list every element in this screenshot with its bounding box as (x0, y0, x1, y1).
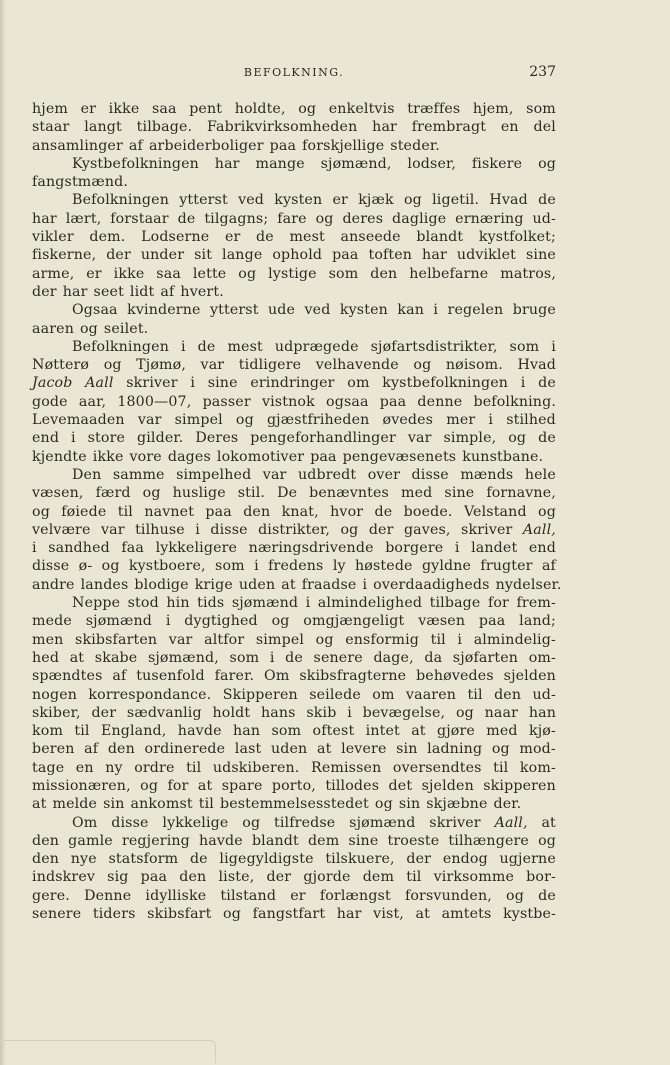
text-line: spændtes af tusenfold farer. Om skibsfragterne behøvedes sjelden (32, 668, 556, 685)
text-line: Neppe stod hin tids sjømænd i almindelighed tilbage for frem- (72, 595, 556, 612)
text-line: mede sjømænd i dygtighed og omgjængeligt væsen paa land; (32, 613, 556, 630)
text-line: vikler dem. Lodserne er de mest anseede blandt kystfolket; (32, 229, 556, 246)
text-line: den gamle regjering havde blandt dem sine troeste tilhængere og (32, 832, 556, 849)
text-line: Den samme simpelhed var udbredt over disse mænds hele (72, 466, 556, 483)
text-line: disse ø- og kystboere, som i fredens ly høstede gyldne frugter af (32, 558, 556, 575)
text-line: hjem er ikke saa pent holdte, og enkeltvis træffes hjem, som (32, 101, 556, 117)
text-line: andre landes blodige krige uden at fraadse i overdaadigheds nydelser. (32, 576, 562, 593)
body-text (32, 100, 562, 923)
text-line: ansamlinger af arbeiderboliger paa forskjellige steder. (32, 137, 440, 154)
text-line: fangstmænd. (32, 174, 129, 191)
text-line: gere. Denne idylliske tilstand er forlængst forsvunden, og de (32, 887, 556, 904)
text-line: Nøtterø og Tjømø, var tidligere velhavende og nøisom. Hvad (32, 357, 556, 374)
text-line: Kystbefolkningen har mange sjømænd, lodser, fiskere og (72, 155, 556, 172)
text-line: har lært, forstaar de tilgagns; fare og deres daglige ernæring ud- (32, 210, 556, 227)
text-line: aaren og seilet. (32, 320, 149, 337)
text-line: den nye statsform de ligegyldigste tilskuere, der endog ugjerne (32, 851, 556, 868)
text-line: skiber, der sædvanlig holdt hans skib i bevægelse, og naar han (32, 704, 556, 721)
text-line: end i store gilder. Deres pengeforhandlinger var simple, og de (32, 430, 556, 447)
text-line: tage en ny ordre til udskiberen. Remissen oversendtes til kom- (32, 759, 556, 776)
text-line: kjendte ikke vore dages lokomotiver paa pengevæsenets kunstbane. (32, 448, 544, 465)
text-line: fiskerne, der under sit lange ophold paa toften har udviklet sine (32, 247, 556, 264)
text-line: kom til England, havde han som oftest intet at gjøre med kjø- (32, 723, 556, 740)
text-line: og føiede til navnet paa den knat, hvor de boede. Velstand og (32, 503, 556, 520)
text-line: senere tiders skibsfart og fangstfart har vist, at amtets kystbe- (32, 906, 556, 923)
page-edge (0, 0, 6, 1065)
text-line: beren af den ordinerede last uden at levere sin ladning og mod- (32, 741, 556, 758)
text-line: der har seet lidt af hvert. (32, 283, 224, 300)
page-fold (0, 1040, 216, 1063)
text-line: missionæren, og for at spare porto, tillodes det sjelden skipperen (32, 777, 556, 794)
text-line: indskrev sig paa den liste, der gjorde dem til virksomme bor- (32, 869, 556, 886)
running-head: BEFOLKNING. (243, 66, 345, 79)
text-line: Jacob Aall skriver i sine erindringer om kystbefolkningen i de (32, 375, 556, 392)
page-header (32, 66, 556, 84)
page-number: 237 (529, 64, 556, 80)
text-line: væsen, færd og huslige stil. De benævntes med sine fornavne, (32, 485, 556, 502)
text-line: nogen korrespondance. Skipperen seilede om vaaren til den ud- (32, 686, 556, 703)
text-line: Ogsaa kvinderne ytterst ude ved kysten kan i regelen bruge (72, 302, 556, 319)
text-line: Befolkningen i de mest udprægede sjøfartsdistrikter, som i (72, 338, 556, 355)
text-line: staar langt tilbage. Fabrikvirksomheden har frembragt en del (32, 119, 556, 136)
text-line: gode aar, 1800—07, passer vistnok ogsaa paa denne befolkning. (32, 393, 556, 410)
text-line: arme, er ikke saa lette og lystige som den helbefarne matros, (32, 265, 556, 282)
text-line: hed at skabe sjømænd, som i de senere dage, da sjøfarten om- (32, 649, 556, 666)
text-line: velvære var tilhuse i disse distrikter, og der gaves, skriver Aall, (32, 521, 556, 538)
text-line: men skibsfarten var altfor simpel og ensformig til i almindelig- (32, 631, 556, 648)
text-line: at melde sin ankomst til bestemmelsesstedet og sin skjæbne der. (32, 796, 522, 813)
text-line: Befolkningen ytterst ved kysten er kjæk og ligetil. Hvad de (72, 192, 556, 209)
text-line: i sandhed faa lykkeligere næringsdrivende borgere i landet end (32, 540, 556, 557)
text-line: Levemaaden var simpel og gjæstfriheden øvedes mer i stilhed (32, 412, 556, 429)
text-line: Om disse lykkelige og tilfredse sjømænd skriver Aall, at (72, 814, 556, 831)
